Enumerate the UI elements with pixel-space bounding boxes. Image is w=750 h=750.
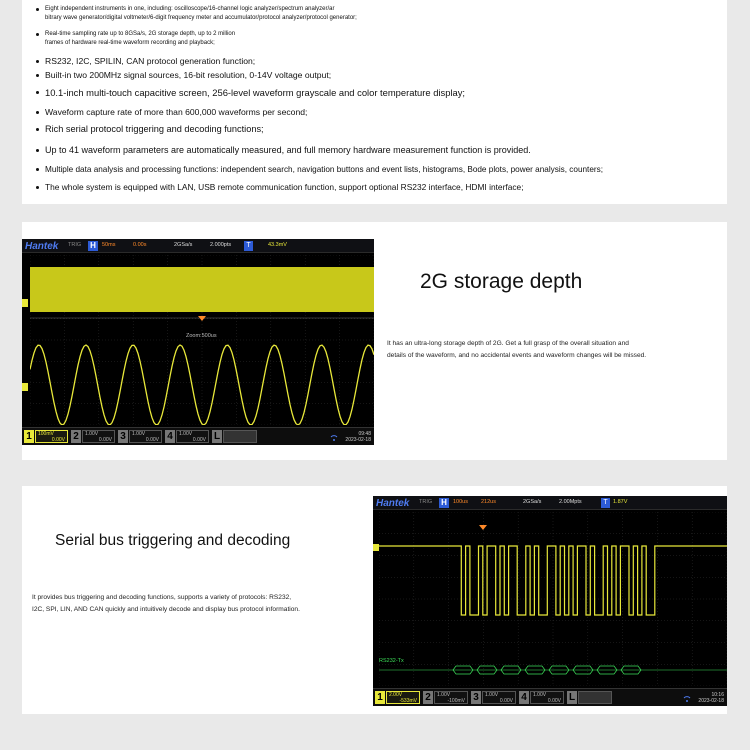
ch4-scale[interactable]: 1.00V 0.00V (176, 430, 209, 443)
bullet-item: RS232, I2C, SPILIN, CAN protocol generation function; (36, 56, 255, 67)
ch1-marker (373, 544, 379, 551)
serial-waveform (379, 546, 727, 615)
trigger-icon: T (601, 498, 610, 508)
oscilloscope-screenshot-serial (373, 496, 727, 706)
ch2-scale[interactable]: 1.00V -100mV (434, 691, 468, 704)
bus-label: RS232-Tx (379, 658, 404, 664)
oscilloscope-screenshot-sine (22, 239, 374, 445)
bullet-instruments (36, 5, 357, 23)
graticule (379, 512, 727, 686)
horizontal-icon: H (88, 241, 98, 251)
network-icon (330, 434, 338, 442)
datetime: 09:48 2023-02-18 (345, 431, 371, 443)
ch4-button[interactable]: 4 (519, 691, 529, 704)
delay-value: 0.00s (133, 242, 147, 248)
trig-label: TRIG (419, 499, 433, 505)
datetime: 10:16 2023-02-18 (698, 692, 724, 704)
intro-line: frames of hardware real-time waveform recording and playback; (45, 40, 215, 46)
logic-channel-box[interactable] (223, 430, 257, 443)
zoom-label: Zoom:500us (186, 333, 217, 339)
serial-title: Serial bus triggering and decoding (55, 532, 291, 549)
bullet-sampling (36, 30, 235, 48)
serial-decoding-card (22, 486, 727, 714)
trig-label: TRIG (68, 242, 82, 248)
bullet-item: Waveform capture rate of more than 600,000 waveforms per second; (36, 107, 307, 118)
ch1-button[interactable]: 1 (24, 430, 34, 443)
memory-points: 2.00Mpts (559, 499, 582, 505)
bullet-item: Rich serial protocol triggering and decoding functions; (36, 124, 264, 135)
sample-rate: 2GSa/s (523, 499, 542, 505)
ch4-button[interactable]: 4 (165, 430, 175, 443)
delay-value: 212us (481, 499, 496, 505)
scope-top-bar (22, 239, 374, 253)
bullet-item: Up to 41 waveform parameters are automatically measured, and full memory hardware measurement function is provided. (36, 145, 531, 156)
scope-top-bar (373, 496, 727, 510)
ch3-button[interactable]: 3 (118, 430, 128, 443)
storage-title: 2G storage depth (420, 270, 583, 293)
logic-button[interactable]: L (568, 692, 576, 703)
storage-depth-card (22, 222, 727, 460)
timebase-value: 50ms (102, 242, 116, 248)
timebase-value: 100us (453, 499, 468, 505)
ch2-button[interactable]: 2 (423, 691, 433, 704)
hantek-logo: Hantek (25, 241, 59, 252)
network-icon (683, 695, 691, 703)
hantek-logo: Hantek (376, 498, 410, 509)
bullet-dot (36, 33, 39, 36)
ch2-scale[interactable]: 1.00V 0.00V (82, 430, 115, 443)
ch1-scale[interactable]: 2.00V -533mV (386, 691, 420, 704)
logic-channel-box[interactable] (578, 691, 612, 704)
intro-line: bitrary wave generator/digital voltmeter/6-digit frequency meter and accumulator/protocol analyzer/protocol generator; (45, 15, 357, 21)
ch3-scale[interactable]: 1.00V 0.00V (482, 691, 516, 704)
ch1-scale[interactable]: 100mV 0.00V (35, 430, 68, 443)
serial-description: It provides bus triggering and decoding functions, supports a variety of protocols: RS232, I2C, SPI, LIN, AND CAN quickly and intuitively decode and display bus protocol information. (32, 594, 300, 613)
intro-line: Real-time sampling rate up to 8GSa/s, 2G storage depth, up to 2 million (45, 31, 236, 37)
ch1-offset-marker (22, 383, 28, 391)
intro-line: Eight independent instruments in one, including: oscilloscope/16-channel logic analyzer/spectrum analyzer/ar (45, 6, 335, 12)
ch4-scale[interactable]: 1.00V 0.00V (530, 691, 564, 704)
sample-rate: 2GSa/s (174, 242, 193, 248)
bullet-item: Built-in two 200MHz signal sources, 16-bit resolution, 0-14V voltage output; (36, 70, 331, 81)
memory-points: 2.000pts (210, 242, 232, 248)
trigger-level: 1.87V (613, 499, 628, 505)
ch1-marker (22, 299, 28, 307)
scope-channel-bar (22, 427, 374, 445)
trigger-level: 43.3mV (268, 242, 287, 248)
ch3-button[interactable]: 3 (471, 691, 481, 704)
decoded-bus-frames (379, 666, 727, 674)
trigger-icon: T (244, 241, 253, 251)
scope-channel-bar (373, 688, 727, 706)
ch2-button[interactable]: 2 (71, 430, 81, 443)
features-card (22, 0, 727, 204)
storage-description: It has an ultra-long storage depth of 2G. Get a full grasp of the overall situation and details of the waveform, and no accidental events and waveform changes will be missed. (387, 340, 647, 359)
bullet-dot (36, 8, 39, 11)
bullet-item: 10.1-inch multi-touch capacitive screen, 256-level waveform grayscale and color temperature display; (36, 87, 465, 98)
waveform-area (30, 255, 374, 425)
ch3-scale[interactable]: 1.00V 0.00V (129, 430, 162, 443)
ch1-button[interactable]: 1 (375, 691, 385, 704)
logic-button[interactable]: L (213, 431, 221, 442)
overview-waveform-band (30, 267, 374, 312)
waveform-area (379, 512, 727, 686)
trigger-position-marker (479, 525, 487, 530)
horizontal-icon: H (439, 498, 449, 508)
bullet-item: The whole system is equipped with LAN, USB remote communication function, support optional RS232 interface, HDMI interface; (36, 182, 524, 193)
bullet-item: Multiple data analysis and processing functions: independent search, navigation buttons and event lists, histograms, Bode plots, power analysis, counters; (36, 164, 603, 175)
